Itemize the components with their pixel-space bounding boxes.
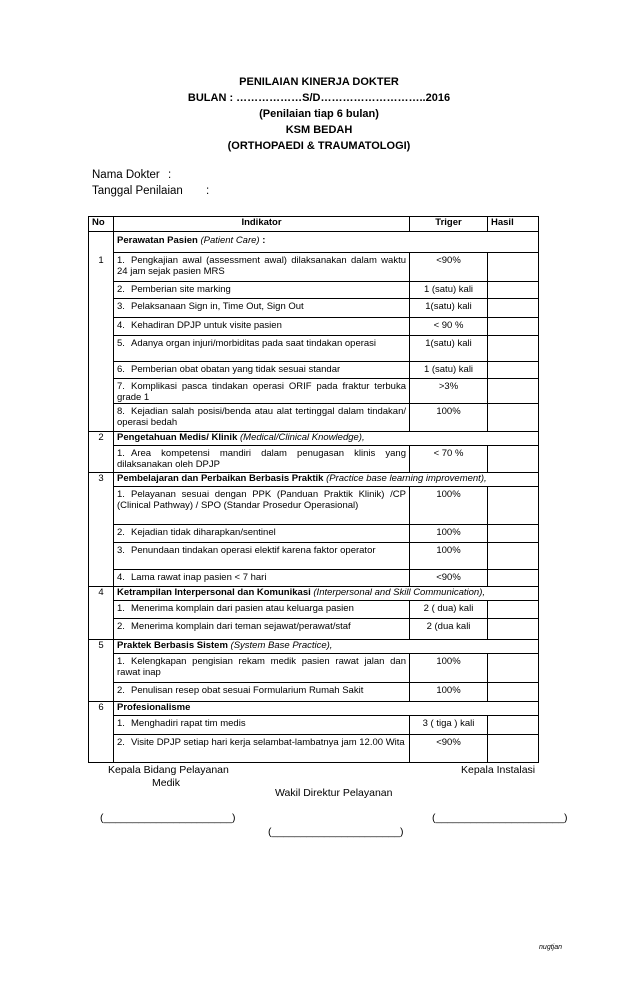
indicator-cell	[114, 486, 410, 524]
trigger-cell: <90%	[410, 735, 488, 763]
indicator-number: 2.	[117, 621, 125, 632]
indicator-text: Penulisan resep obat sesuai Formularium Rumah Sakit	[131, 684, 364, 696]
trigger-cell: <90%	[410, 569, 488, 587]
indicator-number: 3.	[117, 544, 125, 556]
right-signature-blank: (______________________)	[432, 812, 568, 824]
trigger-cell: 2 (dua kali	[410, 619, 488, 640]
trigger-cell: < 70 %	[410, 446, 488, 473]
result-cell[interactable]	[488, 298, 539, 317]
indicator-text: Visite DPJP setiap hari kerja selambat-lambatnya jam 12.00 Wita	[131, 737, 405, 748]
indicator-number: 4.	[117, 319, 125, 331]
table-header-row	[89, 217, 539, 232]
result-cell[interactable]	[488, 682, 539, 702]
indicator-cell	[114, 524, 410, 542]
trigger-cell: 3 ( tiga ) kali	[410, 716, 488, 735]
table-row	[89, 524, 539, 542]
trigger-cell: 1(satu) kali	[410, 298, 488, 317]
section-row	[89, 587, 539, 601]
section-title-italic: (System Base Practice),	[230, 639, 333, 651]
row-no-cell	[89, 335, 114, 361]
section-no: 6	[98, 702, 104, 713]
table-row	[89, 403, 539, 432]
table-row	[89, 653, 539, 682]
row-no-cell	[89, 361, 114, 378]
row-no-cell	[89, 281, 114, 298]
result-cell[interactable]	[488, 542, 539, 569]
indicator-cell	[114, 335, 410, 361]
section-title-cell	[114, 702, 539, 716]
indicator-cell	[114, 716, 410, 735]
assessment-date-colon: :	[206, 185, 210, 197]
trigger-cell: >3%	[410, 378, 488, 403]
doctor-name-field	[92, 169, 172, 181]
indicator-text: Penundaan tindakan operasi elektif karena faktor operator	[131, 544, 376, 556]
section-no-cell	[89, 639, 114, 653]
table-row	[89, 446, 539, 473]
row-no-cell	[89, 403, 114, 432]
indicator-text: Adanya organ injuri/morbiditas pada saat tindakan operasi	[131, 337, 377, 349]
result-cell[interactable]	[488, 281, 539, 298]
table-row	[89, 601, 539, 619]
indicator-text: Menerima komplain dari pasien atau keluarga pasien	[131, 603, 354, 614]
section-no-cell	[89, 472, 114, 486]
trigger-cell: 100%	[410, 486, 488, 524]
table-row	[89, 281, 539, 298]
trigger-cell: 100%	[410, 653, 488, 682]
row-no-cell	[89, 378, 114, 403]
section-title-italic: (Medical/Clinical Knowledge),	[240, 432, 365, 443]
trigger-cell: 2 ( dua) kali	[410, 601, 488, 619]
row-no-cell	[89, 446, 114, 473]
indicator-text: Pelaksanaan Sign in, Time Out, Sign Out	[131, 300, 304, 312]
trigger-cell: 100%	[410, 524, 488, 542]
doc-title: PENILAIAN KINERJA DOKTER	[239, 76, 399, 88]
header-triger: Triger	[410, 217, 488, 232]
indicator-cell	[114, 542, 410, 569]
table-row	[89, 569, 539, 587]
indicator-text: Pengkajian awal (assessment awal) dilaksanakan dalam waktu 24 jam sejak pasien MRS	[117, 254, 406, 277]
table-row	[89, 361, 539, 378]
indicator-number: 6.	[117, 363, 125, 375]
result-cell[interactable]	[488, 569, 539, 587]
indicator-cell	[114, 361, 410, 378]
section-title-cell	[114, 432, 539, 446]
result-cell[interactable]	[488, 619, 539, 640]
row-no-cell	[89, 716, 114, 735]
indicator-cell	[114, 653, 410, 682]
header-indikator: Indikator	[114, 217, 410, 232]
indicator-cell	[114, 682, 410, 702]
section-title-cell	[114, 232, 539, 253]
indicator-text: Menerima komplain dari teman sejawat/perawat/staf	[131, 621, 351, 632]
trigger-cell: 100%	[410, 403, 488, 432]
indicator-text: Komplikasi pasca tindakan operasi ORIF pada fraktur terbuka grade 1	[117, 380, 406, 403]
section-row	[89, 472, 539, 486]
table-row	[89, 298, 539, 317]
row-no-cell	[89, 653, 114, 682]
trigger-cell: 1(satu) kali	[410, 335, 488, 361]
indicator-cell	[114, 601, 410, 619]
table-row	[89, 735, 539, 763]
assessment-date-label: Tanggal Penilaian	[92, 185, 183, 197]
section-title-suffix: :	[259, 235, 266, 246]
indicator-number: 1.	[117, 655, 125, 667]
table-row	[89, 335, 539, 361]
indicator-number: 8.	[117, 405, 125, 417]
period-line: BULAN : ………………S/D………………………..2016	[187, 92, 451, 104]
section-no: 2	[98, 432, 104, 443]
indicator-number: 1.	[117, 603, 125, 614]
indicator-text: Kehadiran DPJP untuk visite pasien	[131, 319, 282, 331]
indicator-number: 1.	[117, 448, 125, 459]
indicator-number: 2.	[117, 684, 125, 696]
row-no-cell	[89, 682, 114, 702]
assessment-table	[88, 216, 539, 763]
left-signature-blank: (______________________)	[100, 812, 236, 824]
row-no-cell	[89, 524, 114, 542]
table-row	[89, 619, 539, 640]
doctor-name-label: Nama Dokter	[92, 169, 160, 181]
indicator-cell	[114, 378, 410, 403]
section-no-cell	[89, 587, 114, 601]
indicator-cell	[114, 281, 410, 298]
section-row	[89, 432, 539, 446]
indicator-text: Area kompetensi mandiri dalam penugasan klinis yang dilaksanakan oleh DPJP	[117, 448, 406, 470]
section-title-cell	[114, 472, 539, 486]
section-title-italic: (Practice base learning improvement),	[326, 472, 487, 484]
section-no: 3	[98, 472, 104, 484]
table-row	[89, 486, 539, 524]
header-hasil: Hasil	[488, 217, 539, 232]
trigger-cell: <90%	[410, 252, 488, 281]
section-title: Pembelajaran dan Perbaikan Berbasis Praktik	[117, 472, 324, 484]
section-row	[89, 232, 539, 253]
table-row	[89, 542, 539, 569]
indicator-text: Kelengkapan pengisian rekam medik pasien rawat jalan dan rawat inap	[117, 655, 406, 678]
indicator-number: 4.	[117, 571, 125, 583]
center-signature-blank: (______________________)	[268, 826, 404, 838]
result-cell[interactable]	[488, 524, 539, 542]
indicator-number: 2.	[117, 737, 125, 748]
section-title: Ketrampilan Interpersonal dan Komunikasi	[117, 587, 311, 598]
result-cell[interactable]	[488, 317, 539, 335]
row-no-cell	[89, 486, 114, 524]
indicator-cell	[114, 569, 410, 587]
indicator-cell	[114, 619, 410, 640]
section-no-cell	[89, 702, 114, 716]
table-row	[89, 682, 539, 702]
trigger-cell: 100%	[410, 542, 488, 569]
section-title-cell	[114, 587, 539, 601]
trigger-cell: < 90 %	[410, 317, 488, 335]
section-title: Perawatan Pasien	[117, 235, 198, 246]
doctor-name-colon: :	[168, 169, 172, 181]
indicator-number: 1.	[117, 254, 125, 266]
indicator-cell	[114, 446, 410, 473]
indicator-number: 1.	[117, 488, 125, 500]
row-no-cell	[89, 252, 114, 281]
section-no-cell	[89, 432, 114, 446]
result-cell[interactable]	[488, 601, 539, 619]
result-cell[interactable]	[488, 653, 539, 682]
result-cell[interactable]	[488, 335, 539, 361]
indicator-text: Pemberian obat obatan yang tidak sesuai standar	[131, 363, 341, 375]
indicator-text: Kejadian tidak diharapkan/sentinel	[131, 526, 276, 538]
indicator-cell	[114, 298, 410, 317]
row-no-cell	[89, 601, 114, 619]
table-row	[89, 716, 539, 735]
row-no-cell	[89, 619, 114, 640]
result-cell[interactable]	[488, 446, 539, 473]
subdepartment-line: (ORTHOPAEDI & TRAUMATOLOGI)	[227, 140, 411, 152]
result-cell[interactable]	[488, 735, 539, 763]
section-title-italic: (Patient Care)	[200, 235, 260, 246]
indicator-text: Pelayanan sesuai dengan PPK (Panduan Praktik Klinik) /CP (Clinical Pathway) / SPO (Standar Prosedur Operasional)	[117, 488, 406, 511]
section-title: Profesionalisme	[117, 702, 191, 713]
result-cell[interactable]	[488, 716, 539, 735]
row-no-cell	[89, 317, 114, 335]
trigger-cell: 100%	[410, 682, 488, 702]
indicator-text: Lama rawat inap pasien < 7 hari	[131, 571, 267, 583]
section-no: 4	[98, 587, 104, 598]
indicator-number: 3.	[117, 300, 125, 312]
indicator-number: 1.	[117, 718, 125, 729]
indicator-cell	[114, 403, 410, 432]
section-row	[89, 639, 539, 653]
indicator-cell	[114, 252, 410, 281]
table-body	[89, 232, 539, 763]
section-no: 5	[98, 639, 104, 651]
section-no: 1	[98, 255, 104, 266]
indicator-cell	[114, 317, 410, 335]
table-row	[89, 378, 539, 403]
indicator-number: 7.	[117, 380, 125, 392]
center-signatory-title: Wakil Direktur Pelayanan	[275, 787, 393, 799]
indicator-number: 2.	[117, 526, 125, 538]
table-row	[89, 317, 539, 335]
table-row	[89, 252, 539, 281]
right-signatory-title: Kepala Instalasi	[461, 764, 536, 776]
result-cell[interactable]	[488, 486, 539, 524]
left-signatory-title: Kepala Bidang Pelayanan	[108, 764, 229, 776]
section-row	[89, 702, 539, 716]
row-no-cell	[89, 569, 114, 587]
left-signatory-title-cont: Medik	[152, 777, 181, 789]
section-title-italic: (Interpersonal and Skill Communication),	[313, 587, 485, 598]
trigger-cell: 1 (satu) kali	[410, 361, 488, 378]
assessment-date-field	[92, 185, 210, 197]
result-cell[interactable]	[488, 361, 539, 378]
row-no-cell	[89, 735, 114, 763]
indicator-text: Kejadian salah posisi/benda atau alat tertinggal dalam tindakan/ operasi bedah	[117, 405, 406, 428]
frequency-line: (Penilaian tiap 6 bulan)	[259, 108, 379, 120]
indicator-number: 5.	[117, 337, 125, 349]
section-title: Pengetahuan Medis/ Klinik	[117, 432, 238, 443]
indicator-number: 2.	[117, 283, 125, 295]
result-cell[interactable]	[488, 403, 539, 432]
result-cell[interactable]	[488, 378, 539, 403]
indicator-text: Pemberian site marking	[131, 283, 231, 295]
indicator-text: Menghadiri rapat tim medis	[131, 718, 246, 729]
department-line: KSM BEDAH	[285, 124, 353, 136]
section-title-cell	[114, 639, 539, 653]
trigger-cell: 1 (satu) kali	[410, 281, 488, 298]
row-no-cell	[89, 542, 114, 569]
footer-mark: nugtjan	[539, 944, 562, 951]
header-no: No	[89, 217, 114, 232]
section-title: Praktek Berbasis Sistem	[117, 639, 228, 651]
section-no-cell	[89, 232, 114, 253]
indicator-cell	[114, 735, 410, 763]
row-no-cell	[89, 298, 114, 317]
result-cell[interactable]	[488, 252, 539, 281]
